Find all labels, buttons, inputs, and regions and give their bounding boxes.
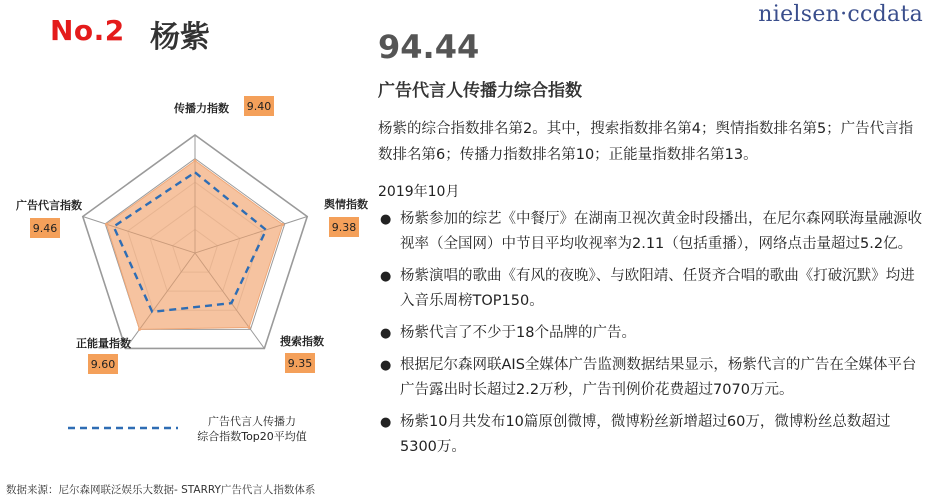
bullet-dot-icon: ● <box>380 326 392 341</box>
highlight-text: 根据尼尔森网联AIS全媒体广告监测数据结果显示，杨紫代言的广告在全媒体平台广告露出时长超过2.2万秒，广告刊例价花费超过7070万元。 <box>400 357 917 398</box>
radar-value-label: 9.40 <box>246 100 272 113</box>
legend-average-label: 广告代言人传播力 <box>208 415 296 428</box>
radar-point <box>105 223 108 226</box>
radar-point <box>138 328 141 331</box>
radar-axis-label: 正能量指数 <box>76 337 131 350</box>
radar-point <box>248 326 251 329</box>
highlight-text: 杨紫代言了不少于18个品牌的广告。 <box>400 325 636 341</box>
radar-axis-label: 舆情指数 <box>324 198 368 211</box>
rank-label: No.2 <box>50 14 125 47</box>
radar-value-label: 9.35 <box>287 357 313 370</box>
data-source-note: 数据来源：尼尔森网联泛娱乐大数据- STARRY广告代言人指数体系 <box>6 484 316 496</box>
radar-chart <box>0 0 370 480</box>
radar-value-label: 9.60 <box>90 358 116 371</box>
celebrity-name: 杨紫 <box>150 20 210 55</box>
bullet-dot-icon: ● <box>380 269 392 284</box>
radar-value-label: 9.46 <box>32 222 58 235</box>
bullet-dot-icon: ● <box>380 212 392 227</box>
highlight-item <box>378 264 923 314</box>
highlight-text: 杨紫参加的综艺《中餐厅》在湖南卫视次黄金时段播出，在尼尔森网联海量融源收视率（全国网）中节目平均收视率为2.11（包括重播），网络点击量超过5.2亿。 <box>400 211 922 252</box>
bullet-dot-icon: ● <box>380 415 392 430</box>
index-subtitle: 广告代言人传播力综合指数 <box>378 81 582 101</box>
highlight-text: 杨紫演唱的歌曲《有风的夜晚》、与欧阳靖、任贤齐合唱的歌曲《打破沉默》均进入音乐周榜TOP150。 <box>400 268 915 309</box>
report-month: 2019年10月 <box>378 184 460 200</box>
composite-score: 94.44 <box>378 28 480 66</box>
highlight-text: 杨紫10月共发布10篇原创微博，微博粉丝新增超过60万，微博粉丝总数超过5300万。 <box>400 414 891 455</box>
radar-axis-label: 广告代言指数 <box>16 199 82 212</box>
highlights-list <box>378 207 923 467</box>
nielsen-ccdata-logo: nielsen·ccdata <box>758 2 923 27</box>
legend-average-label: 综合指数Top20平均值 <box>197 430 307 443</box>
ranking-summary: 杨紫的综合指数排名第2。其中，搜索指数排名第4；舆情指数排名第5；广告代言指数排名第6；传播力指数排名第10；正能量指数排名第13。 <box>378 121 914 163</box>
radar-axis-label: 传播力指数 <box>174 102 229 115</box>
highlight-item <box>378 353 923 403</box>
radar-axis-label: 搜索指数 <box>280 335 324 348</box>
radar-point <box>281 223 284 226</box>
highlight-item <box>378 410 923 460</box>
highlight-item <box>378 321 923 346</box>
highlight-item <box>378 207 923 257</box>
radar-value-label: 9.38 <box>331 221 357 234</box>
radar-point <box>194 159 197 162</box>
bullet-dot-icon: ● <box>380 358 392 373</box>
